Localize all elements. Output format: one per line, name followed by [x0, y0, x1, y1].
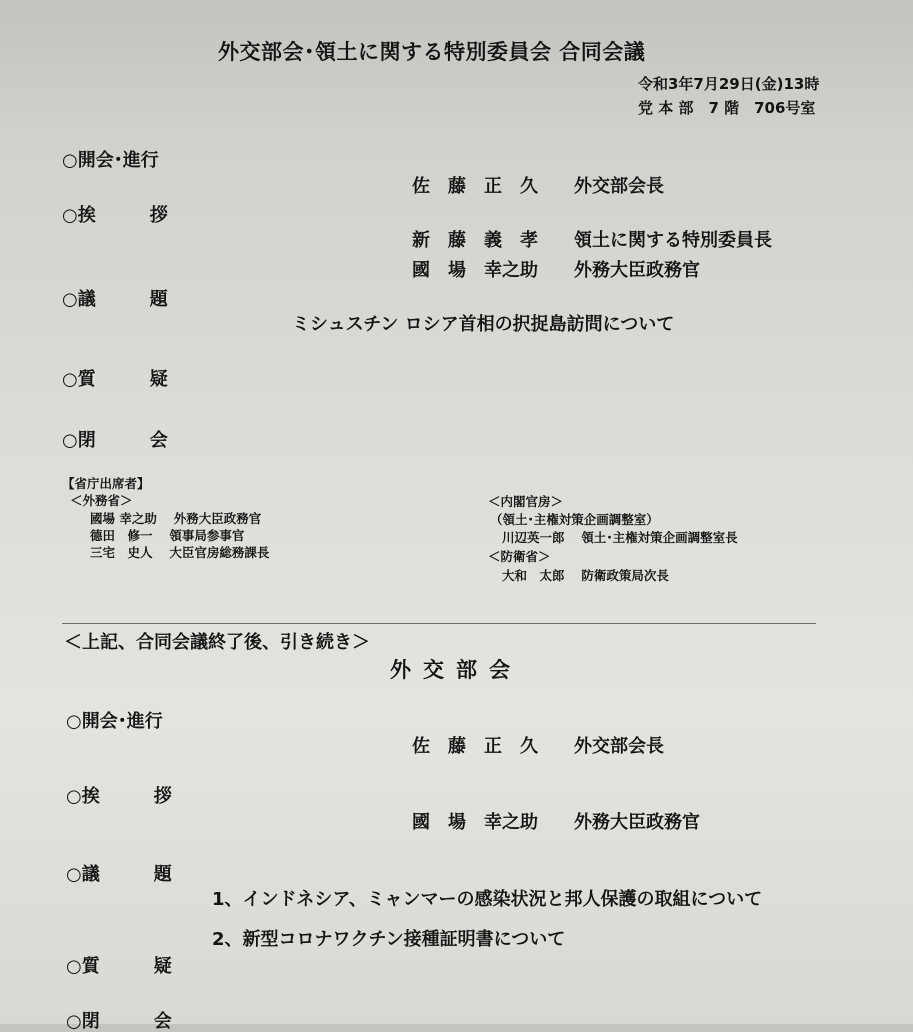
document-title: 外交部会･領土に関する特別委員会 合同会議 [218, 40, 646, 64]
continuation-note: ＜上記、合同会議終了後、引き続き＞ [64, 632, 370, 653]
qa-label-2: ○質 疑 [66, 956, 172, 977]
open-label: ○開会･進行 [62, 150, 159, 171]
cabinet-office: （領土･主権対策企画調整室） [490, 512, 659, 527]
open-person: 佐 藤 正 久 外交部会長 [412, 176, 664, 197]
greeting-person-1: 新 藤 義 孝 領土に関する特別委員長 [412, 230, 772, 251]
section-title: 外交部会 [390, 658, 522, 682]
attendee-row: 德田 修一 領事局参事官 [90, 528, 245, 543]
greeting-person-3: 國 場 幸之助 外務大臣政務官 [412, 812, 700, 833]
attendee-row: 大和 太郎 防衛政策局次長 [502, 568, 669, 583]
mofa-heading: ＜外務省＞ [70, 493, 133, 508]
close-label-2: ○閉 会 [66, 1011, 172, 1032]
mod-heading: ＜防衛省＞ [488, 549, 551, 564]
greeting-label-2: ○挨 拶 [66, 786, 172, 807]
attendees-heading: 【省庁出席者】 [62, 476, 150, 491]
meeting-date: 令和3年7月29日(金)13時 [638, 75, 820, 93]
attendee-row: 川辺英一郎 領土･主権対策企画調整室長 [502, 530, 738, 545]
attendee-row: 國場 幸之助 外務大臣政務官 [90, 511, 262, 526]
greeting-label: ○挨 拶 [62, 205, 168, 226]
greeting-person-2: 國 場 幸之助 外務大臣政務官 [412, 260, 700, 281]
agenda-item: 2、新型コロナワクチン接種証明書について [212, 929, 566, 950]
cabinet-heading: ＜内閣官房＞ [488, 494, 564, 509]
agenda-label: ○議 題 [62, 289, 168, 310]
open-label-2: ○開会･進行 [66, 711, 163, 732]
qa-label: ○質 疑 [62, 369, 168, 390]
agenda-item: ミシュスチン ロシア首相の択捉島訪問について [292, 314, 675, 335]
section-divider [62, 623, 816, 624]
close-label: ○閉 会 [62, 430, 168, 451]
agenda-item: 1、インドネシア、ミャンマーの感染状況と邦人保護の取組について [212, 889, 763, 910]
open-person-2: 佐 藤 正 久 外交部会長 [412, 736, 664, 757]
meeting-venue: 党 本 部 7 階 706号室 [638, 99, 816, 117]
agenda-label-2: ○議 題 [66, 864, 172, 885]
attendee-row: 三宅 史人 大臣官房総務課長 [90, 545, 270, 560]
